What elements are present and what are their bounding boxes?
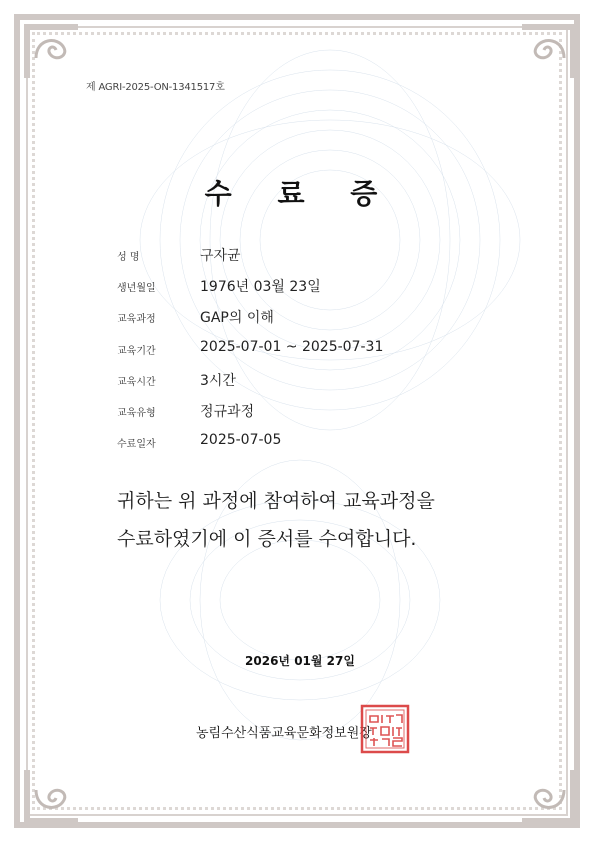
field-value-period: 2025-07-01 ~ 2025-07-31 [200,339,384,355]
body-line-1: 귀하는 위 과정에 참여하여 교육과정을 [117,490,435,512]
corner-ornament-icon [18,18,84,84]
corner-ornament-icon [18,764,84,830]
issuer-name: 농림수산식품교육문화정보원장 [196,726,372,741]
dotted-border [32,32,562,810]
field-value-course: GAP의 이해 [200,310,274,326]
issue-date: 2026년 01월 27일 [245,654,355,668]
field-label-type: 교육유형 [117,408,156,419]
field-value-name: 구자균 [200,248,241,264]
field-value-completion-date: 2025-07-05 [200,432,282,448]
corner-ornament-icon [516,764,582,830]
field-label-completion-date: 수료일자 [117,439,156,450]
field-label-hours: 교육시간 [117,377,156,388]
field-label-birthdate: 생년월일 [117,283,156,294]
certificate-body [117,482,435,558]
field-label-name: 성 명 [117,252,140,263]
field-label-course: 교육과정 [117,314,156,325]
field-value-hours: 3시간 [200,373,236,389]
certificate-number: 제 AGRI-2025-ON-1341517호 [86,82,225,93]
field-label-period: 교육기간 [117,346,156,357]
certificate-title: 수 료 증 [204,177,396,210]
corner-ornament-icon [516,18,582,84]
field-value-birthdate: 1976년 03월 23일 [200,279,321,295]
body-line-2: 수료하였기에 이 증서를 수여합니다. [117,528,417,550]
field-value-type: 정규과정 [200,404,255,420]
official-seal-stamp [360,704,410,754]
